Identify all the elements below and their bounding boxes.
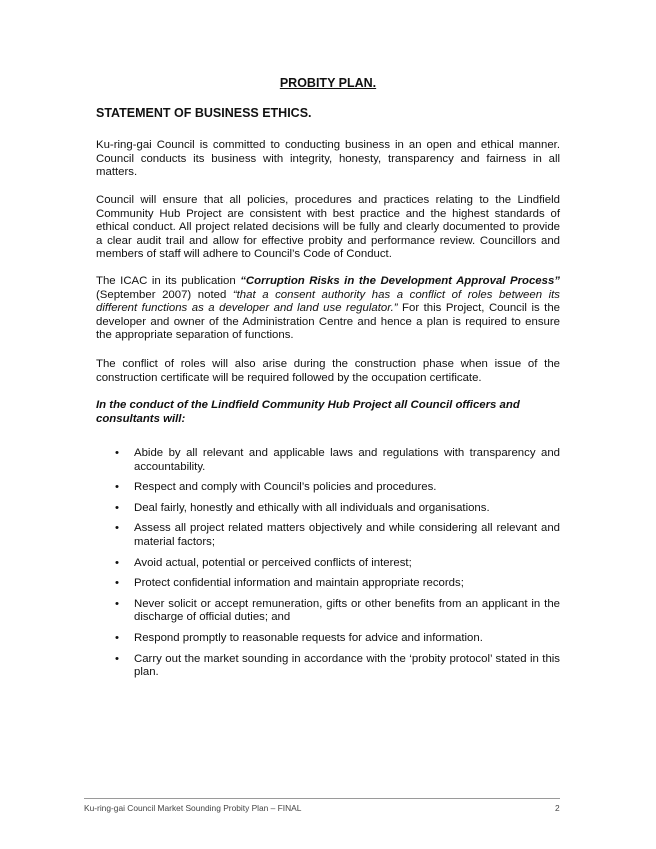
footer-page-number: 2 xyxy=(555,803,560,813)
bullet-icon: • xyxy=(115,631,119,644)
list-item-text: Respond promptly to reasonable requests for advice and information. xyxy=(134,631,483,644)
paragraph-conflict: The conflict of roles will also arise during the construction phase when issue of the construction certificate will be required followed by the occupation certificate. xyxy=(96,358,560,384)
list-item-text: Carry out the market sounding in accordance with the ‘probity protocol’ stated in this plan. xyxy=(134,652,560,679)
list-item-text: Abide by all relevant and applicable laws and regulations with transparency and accountability. xyxy=(134,447,560,473)
obligations-list xyxy=(96,447,560,687)
icac-text-3: For this Project, Council is the developer and owner of the Administration Centre and hence a plan is required to ensure the appropriate separation of functions. xyxy=(96,302,560,342)
page-title: PROBITY PLAN. xyxy=(279,76,377,90)
list-item-text: Deal fairly, honestly and ethically with all individuals and organisations. xyxy=(134,501,490,514)
bullet-icon: • xyxy=(115,597,119,610)
list-item xyxy=(96,522,560,549)
list-item xyxy=(96,447,560,474)
list-item-text: Avoid actual, potential or perceived conflicts of interest; xyxy=(134,556,412,569)
lead-in-statement: In the conduct of the Lindfield Community Hub Project all Council officers and consultants will: xyxy=(96,399,520,425)
list-item xyxy=(96,653,560,680)
icac-text-1: The ICAC in its publication xyxy=(96,275,241,287)
bullet-icon: • xyxy=(115,577,119,590)
document-page xyxy=(96,0,560,849)
list-item xyxy=(96,632,560,646)
bullet-icon: • xyxy=(115,447,119,459)
list-item-text: Respect and comply with Council’s policies and procedures. xyxy=(134,481,437,494)
bullet-icon: • xyxy=(115,652,119,665)
icac-quote: “that a consent authority has a conflict of roles between its different functions as a developer and land use regulator.” xyxy=(96,288,560,315)
section-heading: STATEMENT OF BUSINESS ETHICS. xyxy=(96,106,312,120)
icac-text-2: (September 2007) noted xyxy=(96,288,233,301)
bullet-icon: • xyxy=(115,481,119,494)
paragraph-commitment: Ku-ring-gai Council is committed to conducting business in an open and ethical manner. Council conducts its business with integrity, honesty, transparency and fairness in all matters. xyxy=(96,139,560,179)
footer-divider xyxy=(84,798,560,799)
list-item xyxy=(96,502,560,516)
list-item xyxy=(96,577,560,591)
publication-title: “Corruption Risks in the Development Approval Process” xyxy=(240,275,560,287)
list-item-text: Protect confidential information and maintain appropriate records; xyxy=(134,577,464,590)
list-item xyxy=(96,598,560,625)
bullet-icon: • xyxy=(115,556,119,569)
list-item xyxy=(96,557,560,571)
bullet-icon: • xyxy=(115,501,119,514)
list-item-text: Never solicit or accept remuneration, gifts or other benefits from an applicant in the discharge of official duties; and xyxy=(134,597,560,624)
footer-document-name: Ku-ring-gai Council Market Sounding Probity Plan – FINAL xyxy=(84,803,302,813)
list-item-text: Assess all project related matters objectively and while considering all relevant and material factors; xyxy=(134,522,560,548)
bullet-icon: • xyxy=(115,522,119,535)
paragraph-policies: Council will ensure that all policies, procedures and practices relating to the Lindfield Community Hub Project are consistent with best practice and the highest standards of ethical conduct. All project related decisions will be fully and clearly documented to provide a clear audit trail and allow for effective probity and performance review. Councillors and members of staff will adhere to Council’s Code of Conduct. xyxy=(96,194,560,261)
list-item xyxy=(96,481,560,495)
paragraph-icac xyxy=(96,275,560,343)
